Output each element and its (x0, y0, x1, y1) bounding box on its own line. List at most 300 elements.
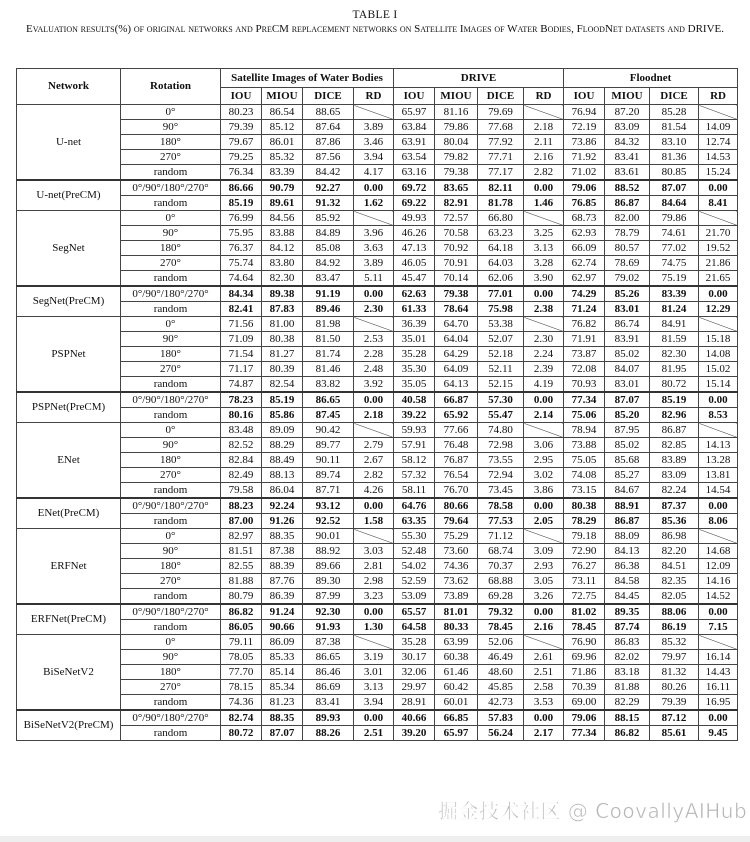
value-cell-floodnet-dice: 79.86 (650, 211, 699, 226)
value-cell-drive-iou: 63.54 (394, 150, 435, 165)
value-cell-satellite-miou: 83.80 (262, 256, 303, 271)
table-row (17, 211, 738, 226)
value-cell-floodnet-miou: 80.57 (605, 241, 650, 256)
value-cell-drive-miou: 60.38 (435, 650, 478, 665)
value-cell-floodnet-iou: 77.34 (564, 726, 605, 741)
value-cell-floodnet-dice: 75.19 (650, 271, 699, 287)
value-cell-floodnet-rd: 16.11 (699, 680, 738, 695)
empty-diagonal-cell-floodnet-rd (699, 211, 738, 226)
rotation-cell: random (121, 695, 221, 711)
table-row (17, 105, 738, 120)
network-name-cell: SegNet(PreCM) (17, 286, 121, 317)
value-cell-drive-miou: 74.36 (435, 559, 478, 574)
value-cell-floodnet-rd: 8.41 (699, 196, 738, 211)
value-cell-satellite-rd: 0.00 (354, 180, 394, 196)
value-cell-floodnet-rd: 8.53 (699, 408, 738, 423)
value-cell-floodnet-miou: 87.95 (605, 423, 650, 438)
value-cell-floodnet-iou: 74.08 (564, 468, 605, 483)
table-row (17, 620, 738, 635)
value-cell-satellite-miou: 85.34 (262, 680, 303, 695)
value-cell-floodnet-dice: 81.24 (650, 302, 699, 317)
value-cell-satellite-rd: 0.00 (354, 392, 394, 408)
value-cell-drive-dice: 46.49 (478, 650, 524, 665)
value-cell-floodnet-miou: 78.79 (605, 226, 650, 241)
value-cell-satellite-iou: 76.37 (221, 241, 262, 256)
header-floodnet-rd: RD (699, 88, 738, 105)
value-cell-floodnet-miou: 86.82 (605, 726, 650, 741)
value-cell-drive-dice: 77.71 (478, 150, 524, 165)
value-cell-drive-dice: 77.68 (478, 120, 524, 135)
value-cell-floodnet-dice: 86.19 (650, 620, 699, 635)
table-row (17, 226, 738, 241)
value-cell-drive-miou: 76.54 (435, 468, 478, 483)
table-row (17, 256, 738, 271)
value-cell-drive-miou: 83.65 (435, 180, 478, 196)
value-cell-drive-dice: 77.53 (478, 514, 524, 529)
rotation-cell: 0° (121, 635, 221, 650)
value-cell-drive-dice: 64.03 (478, 256, 524, 271)
value-cell-drive-dice: 53.38 (478, 317, 524, 332)
value-cell-floodnet-dice: 81.95 (650, 362, 699, 377)
value-cell-drive-rd: 1.46 (524, 196, 564, 211)
header-floodnet-miou: MIOU (605, 88, 650, 105)
value-cell-satellite-iou: 80.72 (221, 726, 262, 741)
rotation-cell: random (121, 165, 221, 181)
value-cell-drive-rd: 4.19 (524, 377, 564, 393)
header-group-floodnet: Floodnet (564, 69, 738, 88)
value-cell-floodnet-iou: 71.02 (564, 165, 605, 181)
value-cell-satellite-iou: 79.25 (221, 150, 262, 165)
value-cell-satellite-rd: 2.67 (354, 453, 394, 468)
value-cell-satellite-miou: 88.35 (262, 529, 303, 544)
value-cell-satellite-miou: 86.54 (262, 105, 303, 120)
value-cell-floodnet-miou: 84.07 (605, 362, 650, 377)
value-cell-satellite-iou: 79.58 (221, 483, 262, 499)
results-table (16, 68, 738, 741)
value-cell-floodnet-iou: 71.91 (564, 332, 605, 347)
table-row (17, 196, 738, 211)
value-cell-floodnet-iou: 71.24 (564, 302, 605, 317)
value-cell-drive-miou: 73.62 (435, 574, 478, 589)
value-cell-satellite-rd: 2.82 (354, 468, 394, 483)
value-cell-drive-iou: 46.05 (394, 256, 435, 271)
value-cell-drive-rd: 2.51 (524, 665, 564, 680)
value-cell-floodnet-dice: 81.54 (650, 120, 699, 135)
value-cell-floodnet-iou: 74.29 (564, 286, 605, 302)
table-row (17, 241, 738, 256)
value-cell-floodnet-miou: 83.09 (605, 120, 650, 135)
value-cell-floodnet-miou: 88.15 (605, 710, 650, 726)
header-drive-rd: RD (524, 88, 564, 105)
value-cell-satellite-dice: 81.50 (303, 332, 354, 347)
value-cell-floodnet-iou: 73.86 (564, 135, 605, 150)
table-body (17, 105, 738, 741)
value-cell-floodnet-rd: 14.16 (699, 574, 738, 589)
value-cell-floodnet-iou: 73.15 (564, 483, 605, 499)
value-cell-satellite-dice: 93.12 (303, 498, 354, 514)
header-group-satellite: Satellite Images of Water Bodies (221, 69, 394, 88)
value-cell-satellite-dice: 91.19 (303, 286, 354, 302)
value-cell-drive-miou: 61.46 (435, 665, 478, 680)
rotation-cell: random (121, 302, 221, 317)
value-cell-satellite-miou: 80.38 (262, 332, 303, 347)
value-cell-satellite-iou: 85.19 (221, 196, 262, 211)
value-cell-drive-rd: 0.00 (524, 498, 564, 514)
value-cell-drive-miou: 80.04 (435, 135, 478, 150)
value-cell-floodnet-dice: 79.97 (650, 650, 699, 665)
value-cell-satellite-dice: 86.65 (303, 650, 354, 665)
value-cell-satellite-miou: 87.07 (262, 726, 303, 741)
value-cell-drive-dice: 81.78 (478, 196, 524, 211)
value-cell-drive-dice: 68.88 (478, 574, 524, 589)
header-satellite-rd: RD (354, 88, 394, 105)
header-floodnet-iou: IOU (564, 88, 605, 105)
value-cell-drive-iou: 61.33 (394, 302, 435, 317)
value-cell-floodnet-miou: 79.02 (605, 271, 650, 287)
value-cell-satellite-iou: 78.15 (221, 680, 262, 695)
value-cell-floodnet-rd: 13.81 (699, 468, 738, 483)
value-cell-floodnet-dice: 87.37 (650, 498, 699, 514)
table-row (17, 180, 738, 196)
value-cell-drive-dice: 62.06 (478, 271, 524, 287)
value-cell-floodnet-dice: 83.39 (650, 286, 699, 302)
value-cell-drive-iou: 35.05 (394, 377, 435, 393)
value-cell-satellite-rd: 3.96 (354, 226, 394, 241)
value-cell-drive-rd: 2.58 (524, 680, 564, 695)
value-cell-satellite-miou: 85.33 (262, 650, 303, 665)
empty-diagonal-cell-satellite-rd (354, 105, 394, 120)
value-cell-drive-dice: 52.11 (478, 362, 524, 377)
value-cell-drive-iou: 62.63 (394, 286, 435, 302)
value-cell-floodnet-miou: 88.52 (605, 180, 650, 196)
value-cell-floodnet-rd: 15.14 (699, 377, 738, 393)
value-cell-floodnet-dice: 84.64 (650, 196, 699, 211)
value-cell-drive-miou: 70.58 (435, 226, 478, 241)
value-cell-floodnet-dice: 86.98 (650, 529, 699, 544)
value-cell-floodnet-miou: 83.01 (605, 302, 650, 317)
value-cell-satellite-iou: 78.23 (221, 392, 262, 408)
value-cell-drive-miou: 70.92 (435, 241, 478, 256)
value-cell-drive-iou: 45.47 (394, 271, 435, 287)
empty-diagonal-cell-floodnet-rd (699, 529, 738, 544)
value-cell-drive-iou: 64.76 (394, 498, 435, 514)
watermark: 掘金技术社区 @ CoovallyAIHub (438, 799, 748, 823)
value-cell-satellite-dice: 85.08 (303, 241, 354, 256)
value-cell-drive-rd: 2.24 (524, 347, 564, 362)
value-cell-drive-rd: 2.82 (524, 165, 564, 181)
value-cell-floodnet-miou: 83.41 (605, 150, 650, 165)
value-cell-drive-iou: 46.26 (394, 226, 435, 241)
value-cell-floodnet-iou: 75.05 (564, 453, 605, 468)
value-cell-satellite-dice: 81.98 (303, 317, 354, 332)
value-cell-drive-dice: 75.98 (478, 302, 524, 317)
value-cell-drive-iou: 58.12 (394, 453, 435, 468)
value-cell-floodnet-rd: 14.68 (699, 544, 738, 559)
value-cell-satellite-rd: 0.00 (354, 498, 394, 514)
value-cell-satellite-dice: 89.30 (303, 574, 354, 589)
value-cell-floodnet-iou: 76.90 (564, 635, 605, 650)
value-cell-floodnet-rd: 0.00 (699, 710, 738, 726)
table-row (17, 650, 738, 665)
value-cell-drive-miou: 76.48 (435, 438, 478, 453)
value-cell-floodnet-miou: 78.69 (605, 256, 650, 271)
value-cell-satellite-rd: 4.17 (354, 165, 394, 181)
value-cell-floodnet-rd: 21.70 (699, 226, 738, 241)
value-cell-floodnet-iou: 62.93 (564, 226, 605, 241)
value-cell-floodnet-iou: 72.08 (564, 362, 605, 377)
value-cell-drive-iou: 49.93 (394, 211, 435, 226)
value-cell-floodnet-rd: 0.00 (699, 604, 738, 620)
header-drive-miou: MIOU (435, 88, 478, 105)
value-cell-drive-dice: 42.73 (478, 695, 524, 711)
value-cell-floodnet-miou: 83.01 (605, 377, 650, 393)
value-cell-satellite-rd: 3.89 (354, 256, 394, 271)
value-cell-drive-iou: 47.13 (394, 241, 435, 256)
network-name-cell: U-net (17, 105, 121, 181)
value-cell-satellite-iou: 82.74 (221, 710, 262, 726)
value-cell-satellite-rd: 0.00 (354, 286, 394, 302)
value-cell-satellite-iou: 82.49 (221, 468, 262, 483)
value-cell-floodnet-iou: 76.94 (564, 105, 605, 120)
table-row (17, 271, 738, 287)
rotation-cell: 0°/90°/180°/270° (121, 286, 221, 302)
value-cell-satellite-miou: 88.35 (262, 710, 303, 726)
value-cell-satellite-dice: 81.74 (303, 347, 354, 362)
empty-diagonal-cell-floodnet-rd (699, 423, 738, 438)
value-cell-floodnet-miou: 83.18 (605, 665, 650, 680)
value-cell-floodnet-miou: 84.13 (605, 544, 650, 559)
empty-diagonal-cell-satellite-rd (354, 529, 394, 544)
value-cell-satellite-iou: 76.34 (221, 165, 262, 181)
value-cell-satellite-dice: 92.27 (303, 180, 354, 196)
value-cell-drive-rd: 2.14 (524, 408, 564, 423)
value-cell-satellite-dice: 87.38 (303, 635, 354, 650)
table-row (17, 635, 738, 650)
table-row (17, 408, 738, 423)
value-cell-satellite-rd: 0.00 (354, 604, 394, 620)
value-cell-drive-rd: 3.25 (524, 226, 564, 241)
value-cell-floodnet-dice: 82.30 (650, 347, 699, 362)
value-cell-drive-dice: 66.80 (478, 211, 524, 226)
value-cell-satellite-iou: 71.17 (221, 362, 262, 377)
table-row (17, 559, 738, 574)
empty-diagonal-cell-satellite-rd (354, 211, 394, 226)
empty-diagonal-cell-drive-rd (524, 211, 564, 226)
value-cell-drive-iou: 28.91 (394, 695, 435, 711)
value-cell-satellite-miou: 91.26 (262, 514, 303, 529)
value-cell-floodnet-miou: 84.32 (605, 135, 650, 150)
value-cell-floodnet-miou: 84.67 (605, 483, 650, 499)
value-cell-drive-rd: 3.90 (524, 271, 564, 287)
value-cell-floodnet-iou: 73.11 (564, 574, 605, 589)
value-cell-drive-miou: 66.85 (435, 710, 478, 726)
value-cell-satellite-dice: 84.42 (303, 165, 354, 181)
value-cell-satellite-dice: 83.47 (303, 271, 354, 287)
table-row (17, 665, 738, 680)
value-cell-floodnet-rd: 21.65 (699, 271, 738, 287)
value-cell-floodnet-miou: 81.88 (605, 680, 650, 695)
network-name-cell: U-net(PreCM) (17, 180, 121, 211)
value-cell-satellite-iou: 84.34 (221, 286, 262, 302)
value-cell-drive-miou: 70.14 (435, 271, 478, 287)
value-cell-drive-iou: 65.57 (394, 604, 435, 620)
header-network: Network (17, 69, 121, 105)
table-row (17, 392, 738, 408)
value-cell-drive-dice: 45.85 (478, 680, 524, 695)
value-cell-floodnet-dice: 80.72 (650, 377, 699, 393)
value-cell-floodnet-iou: 70.39 (564, 680, 605, 695)
rotation-cell: 180° (121, 453, 221, 468)
rotation-cell: 0° (121, 423, 221, 438)
value-cell-floodnet-miou: 86.74 (605, 317, 650, 332)
value-cell-satellite-rd: 2.48 (354, 362, 394, 377)
rotation-cell: 270° (121, 680, 221, 695)
empty-diagonal-cell-drive-rd (524, 423, 564, 438)
header-floodnet-dice: DICE (650, 88, 699, 105)
value-cell-floodnet-rd: 19.52 (699, 241, 738, 256)
value-cell-floodnet-iou: 75.06 (564, 408, 605, 423)
rotation-cell: 0° (121, 211, 221, 226)
value-cell-floodnet-iou: 62.74 (564, 256, 605, 271)
value-cell-satellite-iou: 71.09 (221, 332, 262, 347)
value-cell-floodnet-dice: 82.85 (650, 438, 699, 453)
value-cell-floodnet-dice: 77.02 (650, 241, 699, 256)
value-cell-floodnet-rd: 9.45 (699, 726, 738, 741)
value-cell-drive-rd: 2.05 (524, 514, 564, 529)
table-row (17, 695, 738, 711)
value-cell-satellite-iou: 74.64 (221, 271, 262, 287)
value-cell-floodnet-miou: 83.91 (605, 332, 650, 347)
value-cell-satellite-iou: 82.41 (221, 302, 262, 317)
bottom-strip (0, 836, 750, 842)
value-cell-satellite-rd: 3.23 (354, 589, 394, 605)
rotation-cell: 270° (121, 468, 221, 483)
header-group-drive: DRIVE (394, 69, 564, 88)
value-cell-satellite-dice: 87.45 (303, 408, 354, 423)
value-cell-drive-rd: 2.16 (524, 620, 564, 635)
value-cell-satellite-miou: 88.13 (262, 468, 303, 483)
value-cell-satellite-iou: 80.79 (221, 589, 262, 605)
value-cell-floodnet-rd: 14.08 (699, 347, 738, 362)
value-cell-drive-miou: 76.70 (435, 483, 478, 499)
value-cell-floodnet-rd: 0.00 (699, 180, 738, 196)
table-row (17, 604, 738, 620)
value-cell-floodnet-rd: 14.52 (699, 589, 738, 605)
value-cell-satellite-miou: 87.83 (262, 302, 303, 317)
value-cell-satellite-dice: 84.89 (303, 226, 354, 241)
value-cell-satellite-dice: 88.65 (303, 105, 354, 120)
table-row (17, 498, 738, 514)
value-cell-satellite-iou: 71.54 (221, 347, 262, 362)
value-cell-floodnet-miou: 82.02 (605, 650, 650, 665)
value-cell-drive-miou: 75.29 (435, 529, 478, 544)
value-cell-satellite-rd: 3.94 (354, 695, 394, 711)
rotation-cell: random (121, 377, 221, 393)
rotation-cell: 180° (121, 241, 221, 256)
value-cell-floodnet-dice: 82.24 (650, 483, 699, 499)
value-cell-satellite-iou: 79.67 (221, 135, 262, 150)
value-cell-satellite-dice: 86.69 (303, 680, 354, 695)
value-cell-floodnet-iou: 79.06 (564, 710, 605, 726)
value-cell-floodnet-iou: 66.09 (564, 241, 605, 256)
value-cell-floodnet-iou: 78.29 (564, 514, 605, 529)
value-cell-floodnet-iou: 72.75 (564, 589, 605, 605)
header-satellite-iou: IOU (221, 88, 262, 105)
value-cell-satellite-dice: 83.41 (303, 695, 354, 711)
value-cell-satellite-miou: 86.09 (262, 635, 303, 650)
value-cell-drive-miou: 64.70 (435, 317, 478, 332)
table-row (17, 317, 738, 332)
empty-diagonal-cell-drive-rd (524, 529, 564, 544)
value-cell-drive-rd: 0.00 (524, 710, 564, 726)
table-label: TABLE I (352, 9, 398, 21)
value-cell-drive-dice: 52.15 (478, 377, 524, 393)
empty-diagonal-cell-floodnet-rd (699, 635, 738, 650)
value-cell-satellite-iou: 71.56 (221, 317, 262, 332)
value-cell-satellite-iou: 81.88 (221, 574, 262, 589)
table-row (17, 150, 738, 165)
value-cell-drive-rd: 0.00 (524, 604, 564, 620)
rotation-cell: 270° (121, 574, 221, 589)
value-cell-satellite-dice: 83.82 (303, 377, 354, 393)
value-cell-satellite-rd: 2.53 (354, 332, 394, 347)
value-cell-satellite-miou: 83.39 (262, 165, 303, 181)
rotation-cell: random (121, 514, 221, 529)
value-cell-floodnet-iou: 81.02 (564, 604, 605, 620)
value-cell-floodnet-iou: 73.88 (564, 438, 605, 453)
value-cell-floodnet-iou: 72.90 (564, 544, 605, 559)
value-cell-floodnet-dice: 83.89 (650, 453, 699, 468)
value-cell-drive-miou: 81.16 (435, 105, 478, 120)
value-cell-floodnet-iou: 73.87 (564, 347, 605, 362)
value-cell-floodnet-rd: 14.43 (699, 665, 738, 680)
empty-diagonal-cell-floodnet-rd (699, 105, 738, 120)
value-cell-satellite-miou: 81.00 (262, 317, 303, 332)
value-cell-satellite-rd: 4.26 (354, 483, 394, 499)
value-cell-floodnet-rd: 21.86 (699, 256, 738, 271)
value-cell-drive-iou: 63.84 (394, 120, 435, 135)
value-cell-satellite-dice: 85.92 (303, 211, 354, 226)
value-cell-floodnet-iou: 69.00 (564, 695, 605, 711)
rotation-cell: 180° (121, 347, 221, 362)
value-cell-drive-miou: 70.91 (435, 256, 478, 271)
value-cell-satellite-dice: 87.99 (303, 589, 354, 605)
value-cell-drive-rd: 0.00 (524, 180, 564, 196)
value-cell-floodnet-dice: 81.59 (650, 332, 699, 347)
value-cell-floodnet-miou: 82.00 (605, 211, 650, 226)
value-cell-drive-rd: 3.26 (524, 589, 564, 605)
value-cell-drive-iou: 39.20 (394, 726, 435, 741)
value-cell-drive-miou: 80.33 (435, 620, 478, 635)
empty-diagonal-cell-drive-rd (524, 317, 564, 332)
value-cell-satellite-rd: 5.11 (354, 271, 394, 287)
value-cell-floodnet-rd: 12.29 (699, 302, 738, 317)
value-cell-floodnet-dice: 81.36 (650, 150, 699, 165)
table-row (17, 680, 738, 695)
value-cell-satellite-rd: 2.79 (354, 438, 394, 453)
value-cell-satellite-miou: 85.14 (262, 665, 303, 680)
value-cell-drive-dice: 72.98 (478, 438, 524, 453)
value-cell-drive-iou: 64.58 (394, 620, 435, 635)
table-row (17, 574, 738, 589)
value-cell-satellite-miou: 86.04 (262, 483, 303, 499)
network-name-cell: BiSeNetV2(PreCM) (17, 710, 121, 741)
value-cell-satellite-miou: 90.79 (262, 180, 303, 196)
value-cell-drive-iou: 30.17 (394, 650, 435, 665)
value-cell-satellite-iou: 80.23 (221, 105, 262, 120)
rotation-cell: 0° (121, 529, 221, 544)
value-cell-drive-miou: 64.29 (435, 347, 478, 362)
